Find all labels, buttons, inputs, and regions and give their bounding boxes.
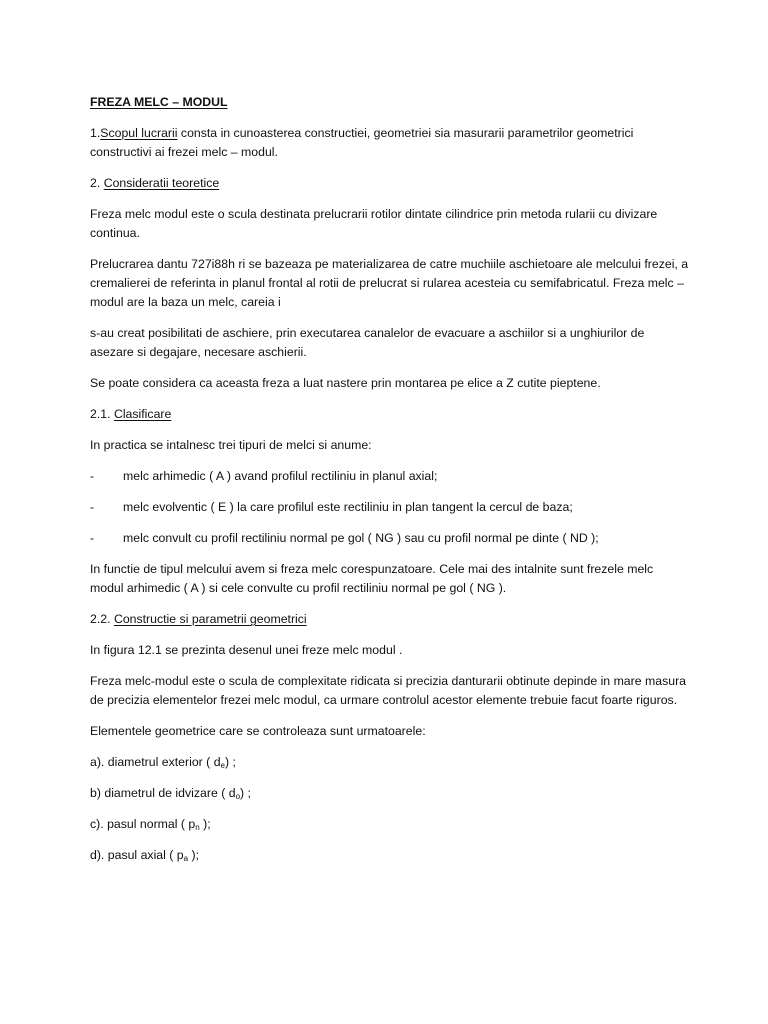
param-suffix: );: [199, 817, 211, 831]
paragraph-processing: Prelucrarea dantu 727i88h ri se bazeaza pe materializarea de catre muchiile aschietoare ale melcului frezei, a cremalierei de referinta in planul frontal al rotii de prelucrat si rularea acesteia cu semifabricatul. Freza melc – modul are la baza un melc, careia i: [90, 257, 689, 309]
section-2-1-heading: Clasificare: [113, 407, 172, 421]
document-page: [90, 93, 690, 877]
section-1-heading: Scopul lucrarii: [100, 126, 178, 140]
section-2-2-heading-line: [90, 610, 690, 629]
paragraph-cutter-types: In functie de tipul melcului avem si freza melc corespunzatoare. Cele mai des intalnite sunt frezele melc modul arhimedic ( A ) si cele convulte cu profil rectiliniu normal pe gol ( NG ).: [90, 562, 654, 595]
paragraph-complexity: Freza melc-modul este o scula de complexitate ridicata si precizia danturarii obtinute depinde in mare masura de precizia elementelor frezei melc modul, ca urmare controlul acestor elemente trebuie facut foarte riguros.: [90, 674, 687, 707]
paragraph-types-intro: In practica se intalnesc trei tipuri de melci si anume:: [90, 438, 372, 452]
param-label: c). pasul normal ( p: [90, 817, 196, 831]
list-item: [90, 498, 690, 517]
section-2-heading: Consideratii teoretice: [103, 176, 220, 190]
param-label: d). pasul axial ( p: [90, 848, 184, 862]
section-1-text: consta in cunoasterea constructiei, geometriei sia masurarii parametrilor geometrici constructivi ai frezei melc – modul.: [90, 126, 634, 159]
section-1-paragraph: [90, 124, 690, 162]
section-2-2-number: 2.2.: [90, 612, 114, 626]
paragraph-definition: Freza melc modul este o scula destinata prelucrarii rotilor dintate cilindrice prin metoda rularii cu divizare continua.: [90, 207, 658, 240]
param-subscript: n: [195, 823, 200, 832]
section-1-number: 1.: [90, 126, 101, 140]
param-suffix: ) ;: [240, 786, 251, 800]
paragraph-origin: Se poate considera ca aceasta freza a luat nastere prin montarea pe elice a Z cutite pieptene.: [90, 376, 601, 390]
list-dash: -: [90, 531, 95, 545]
param-subscript: e: [220, 761, 225, 770]
list-dash: -: [90, 500, 95, 514]
param-suffix: );: [188, 848, 200, 862]
paragraph-elements-intro: Elementele geometrice care se controleaza sunt urmatoarele:: [90, 724, 426, 738]
document-title: FREZA MELC – MODUL: [90, 95, 228, 109]
param-suffix: ) ;: [224, 755, 236, 769]
param-item: [90, 753, 690, 772]
param-item: [90, 846, 690, 865]
section-2-1-number: 2.1.: [90, 407, 114, 421]
list-item-text: melc convult cu profil rectiliniu normal pe gol ( NG ) sau cu profil normal pe dinte ( ND );: [123, 531, 599, 545]
param-label: a). diametrul exterior ( d: [90, 755, 221, 769]
section-2-2-heading: Constructie si parametrii geometrici: [113, 612, 307, 626]
section-2-number: 2.: [90, 176, 104, 190]
paragraph-figure-ref: In figura 12.1 se prezinta desenul unei freze melc modul .: [90, 643, 403, 657]
list-item: [90, 529, 690, 548]
param-item: [90, 784, 690, 803]
list-item-text: melc arhimedic ( A ) avand profilul rectiliniu in planul axial;: [123, 469, 438, 483]
list-item-text: melc evolventic ( E ) la care profilul este rectiliniu in plan tangent la cercul de baza;: [123, 500, 573, 514]
section-2-heading-line: [90, 174, 690, 193]
param-label: b) diametrul de idvizare ( d: [90, 786, 236, 800]
list-dash: -: [90, 469, 95, 483]
list-item: [90, 467, 690, 486]
param-subscript: a: [183, 854, 189, 863]
param-item: [90, 815, 690, 834]
paragraph-cutting: s-au creat posibilitati de aschiere, prin executarea canalelor de evacuare a aschiilor si a unghiurilor de asezare si degajare, necesare aschierii.: [90, 326, 645, 359]
section-2-1-heading-line: [90, 405, 690, 424]
param-subscript: o: [235, 792, 241, 801]
